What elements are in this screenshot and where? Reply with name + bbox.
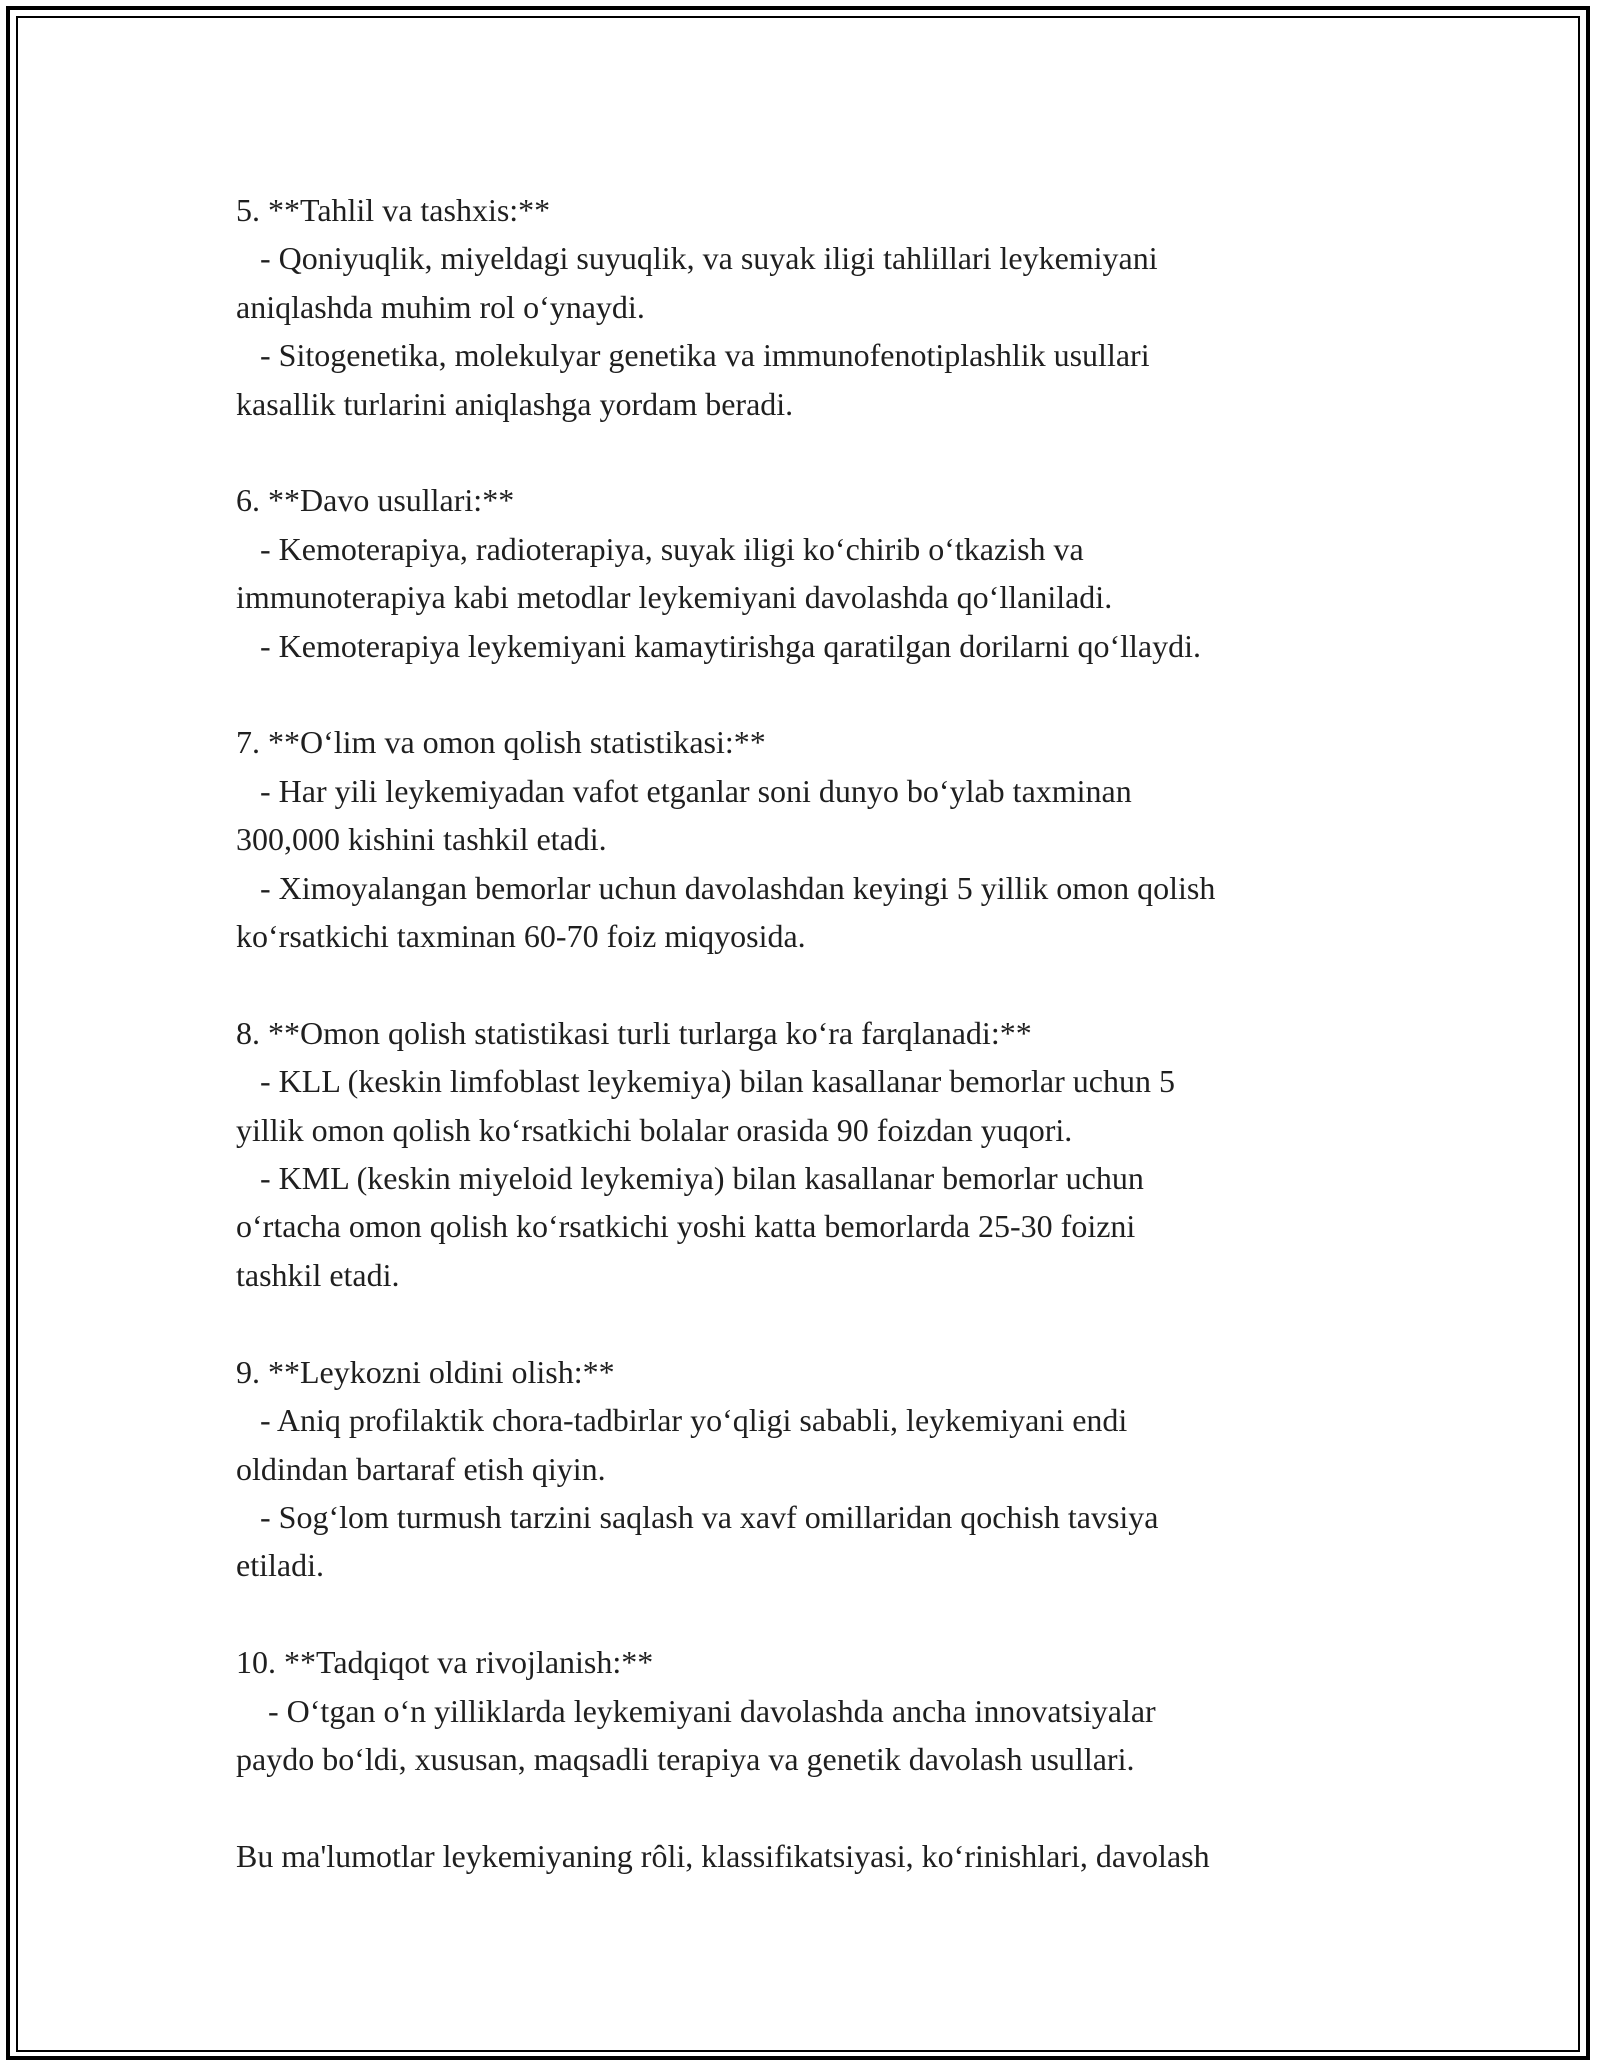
- section-line: - Sitogenetika, molekulyar genetika va immunofenotiplashlik usullari: [236, 337, 1150, 374]
- section-line: - KML (keskin miyeloid leykemiya) bilan kasallanar bemorlar uchun: [236, 1160, 1144, 1197]
- section-line: kasallik turlarini aniqlashga yordam beradi.: [236, 385, 794, 422]
- section-line: immunoterapiya kabi metodlar leykemiyani davolashda qo‘llaniladi.: [236, 579, 1113, 616]
- section-8: [236, 1009, 1386, 1299]
- section-line: 300,000 kishini tashkil etadi.: [236, 821, 607, 858]
- section-line: - Kemoterapiya, radioterapiya, suyak iligi ko‘chirib o‘tkazish va: [236, 530, 1084, 567]
- section-line: - Ximoyalangan bemorlar uchun davolashdan keyingi 5 yillik omon qolish: [236, 869, 1216, 906]
- section-line: - Aniq profilaktik chora-tadbirlar yo‘qligi sababli, leykemiyani endi: [236, 1402, 1128, 1439]
- section-heading: 5. **Tahlil va tashxis:**: [236, 192, 551, 228]
- section-heading: 7. **O‘lim va omon qolish statistikasi:**: [236, 724, 766, 761]
- section-line: paydo bo‘ldi, xususan, maqsadli terapiya va genetik davolash usullari.: [236, 1740, 1135, 1777]
- section-line: - O‘tgan o‘n yilliklarda leykemiyani davolashda ancha innovatsiyalar: [236, 1692, 1156, 1729]
- section-9: [236, 1348, 1386, 1590]
- section-heading: 6. **Davo usullari:**: [236, 482, 515, 519]
- section-line: - Har yili leykemiyadan vafot etganlar soni dunyo bo‘ylab taxminan: [236, 772, 1132, 809]
- section-line: o‘rtacha omon qolish ko‘rsatkichi yoshi katta bemorlarda 25-30 foizni: [236, 1208, 1136, 1245]
- section-7: [236, 718, 1386, 960]
- section-line: yillik omon qolish ko‘rsatkichi bolalar orasida 90 foizdan yuqori.: [236, 1111, 1073, 1148]
- section-heading: 8. **Omon qolish statistikasi turli turlarga ko‘ra farqlanadi:**: [236, 1014, 1032, 1051]
- section-heading: 10. **Tadqiqot va rivojlanish:**: [236, 1644, 654, 1681]
- section-10: [236, 1638, 1386, 1783]
- section-6: [236, 476, 1386, 670]
- section-line: - Kemoterapiya leykemiyani kamaytirishga qaratilgan dorilarni qo‘llaydi.: [236, 627, 1202, 664]
- section-5: [236, 186, 1386, 428]
- section-line: oldindan bartaraf etish qiyin.: [236, 1450, 606, 1487]
- section-line: ko‘rsatkichi taxminan 60-70 foiz miqyosida.: [236, 918, 806, 955]
- section-line: - Sog‘lom turmush tarzini saqlash va xavf omillaridan qochish tavsiya: [236, 1498, 1159, 1535]
- section-line: aniqlashda muhim rol o‘ynaydi.: [236, 288, 645, 325]
- section-line: tashkil etadi.: [236, 1256, 400, 1293]
- section-line: - KLL (keskin limfoblast leykemiya) bilan kasallanar bemorlar uchun 5: [236, 1063, 1175, 1100]
- section-heading: 9. **Leykozni oldini olish:**: [236, 1353, 615, 1390]
- conclusion-text: Bu ma'lumotlar leykemiyaning rôli, klassifikatsiyasi, ko‘rinishlari, davolash: [236, 1837, 1210, 1874]
- section-line: - Qoniyuqlik, miyeldagi suyuqlik, va suyak iligi tahlillari leykemiyani: [236, 240, 1158, 277]
- section-line: etiladi.: [236, 1547, 324, 1584]
- document-body: [236, 186, 1386, 1880]
